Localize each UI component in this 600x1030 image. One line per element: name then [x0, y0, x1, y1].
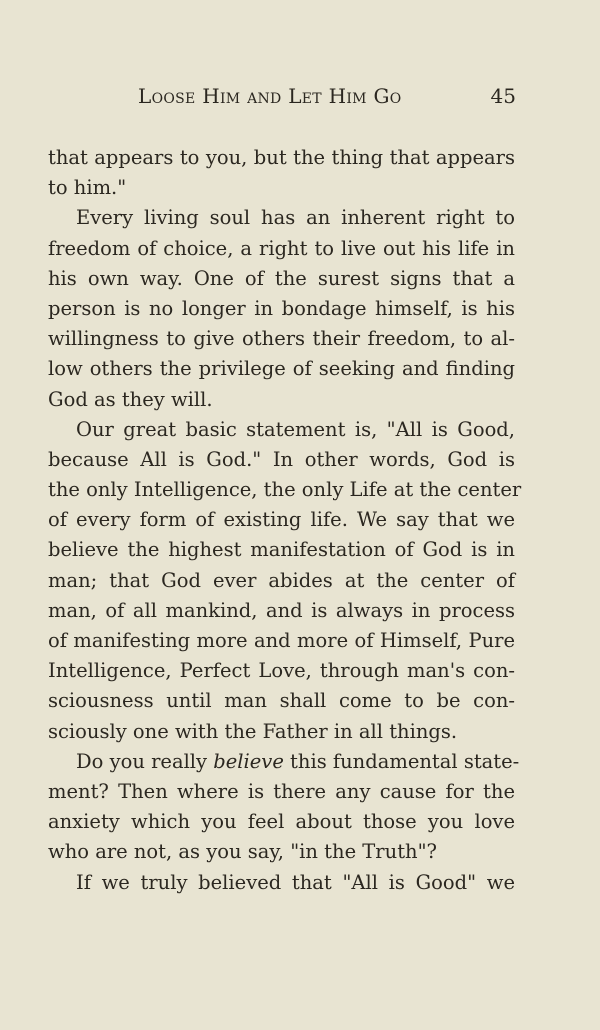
- text-line: who are not, as you say, "in the Truth"?: [48, 840, 438, 864]
- text-line: his own way. One of the surest signs that a: [48, 266, 515, 290]
- text-line: man, of all mankind, and is always in process: [48, 598, 515, 622]
- text-line: sciously one with the Father in all things.: [48, 719, 458, 743]
- running-title: Loose Him and Let Him Go: [138, 84, 402, 108]
- text-line: ment? Then where is there any cause for the: [48, 779, 515, 803]
- text-line: that appears to you, but the thing that appears: [48, 146, 515, 169]
- text-line: person is no longer in bondage himself, is his: [48, 296, 515, 320]
- running-header: [138, 84, 516, 114]
- text-line: because All is God." In other words, God is: [48, 447, 515, 471]
- page-body-text: [48, 143, 522, 898]
- text-line: freedom of choice, a right to live out his life in: [48, 236, 515, 260]
- text-line: of every form of existing life. We say that we: [48, 508, 515, 532]
- text-line: the only Intelligence, the only Life at the center: [48, 478, 522, 502]
- text-line: to him.": [48, 176, 127, 200]
- text-line: If we truly believed that "All is Good" we: [76, 870, 515, 894]
- text-line: believe the highest manifestation of God is in: [48, 538, 515, 562]
- text-line: Our great basic statement is, "All is Good,: [76, 417, 515, 441]
- text-segment: this fundamental state-: [283, 749, 520, 773]
- text-line: sciousness until man shall come to be con-: [48, 689, 515, 713]
- text-line: anxiety which you feel about those you love: [48, 810, 515, 834]
- emphasized-word: believe: [213, 749, 284, 773]
- text-segment: Do you really: [76, 749, 214, 773]
- text-line: God as they will.: [48, 387, 213, 411]
- text-line: low others the privilege of seeking and finding: [48, 357, 515, 381]
- text-line: willingness to give others their freedom, to al-: [48, 327, 515, 351]
- text-line: man; that God ever abides at the center of: [48, 568, 515, 592]
- page-number: 45: [490, 84, 516, 108]
- text-line: of manifesting more and more of Himself, Pure: [48, 629, 515, 652]
- text-line: Every living soul has an inherent right to: [76, 206, 515, 230]
- text-line: Intelligence, Perfect Love, through man's con-: [48, 659, 515, 683]
- text-line: [48, 747, 520, 777]
